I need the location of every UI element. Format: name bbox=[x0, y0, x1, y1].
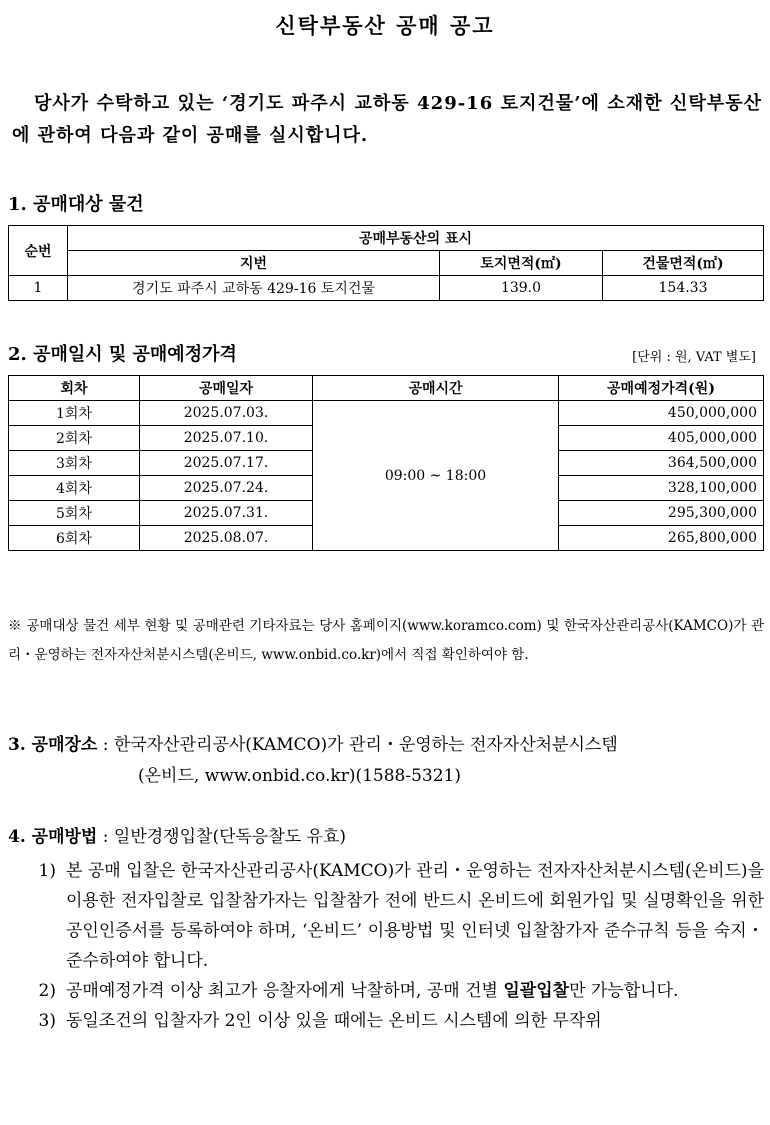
cell-date: 2025.08.07. bbox=[140, 526, 313, 551]
cell-round: 6회차 bbox=[9, 526, 140, 551]
cell-time: 09:00 ~ 18:00 bbox=[313, 401, 559, 551]
item-text: 본 공매 입찰은 한국자산관리공사(KAMCO)가 관리・운영하는 전자자산처분시스템(온비드)을 이용한 전자입찰로 입찰참가자는 입찰참가 전에 반드시 온비드에 회원가입 및 실명확인을 위한 공인인증서를 등록하여야 하며, ‘온비드’ 이용방법 및 인터넷 입찰참가자 준수규칙 등을 숙지・준수하여야 합니다. bbox=[66, 861, 764, 971]
reference-note: ※ 공매대상 물건 세부 현황 및 공매관련 기타자료는 당사 홈페이지(www.koramco.com) 및 한국자산관리공사(KAMCO)가 관리・운영하는 전자자산처분시스템(온비드, www.onbid.co.kr)에서 직접 확인하여야 함. bbox=[8, 618, 764, 663]
cell-price: 450,000,000 bbox=[559, 401, 764, 426]
cell-round: 1회차 bbox=[9, 401, 140, 426]
cell-date: 2025.07.24. bbox=[140, 476, 313, 501]
item-text: 공매예정가격 이상 최고가 응찰자에게 낙찰하며, 공매 건별 일괄입찰만 가능합니다. bbox=[66, 981, 679, 1001]
section1-heading: 1. 공매대상 물건 bbox=[8, 194, 144, 215]
property-table bbox=[8, 225, 764, 301]
list-item bbox=[8, 1006, 764, 1036]
intro-paragraph: 당사가 수탁하고 있는 ‘경기도 파주시 교하동 429-16 토지건물’에 소재한 신탁부동산에 관하여 다음과 같이 공매를 실시합니다. bbox=[12, 93, 762, 146]
header-no: 순번 bbox=[9, 226, 68, 276]
header-building-area: 건물면적(㎡) bbox=[603, 251, 764, 276]
section4-heading: 4. 공매방법 : 일반경쟁입찰(단독응찰도 유효) bbox=[8, 827, 347, 847]
cell-date: 2025.07.17. bbox=[140, 451, 313, 476]
cell-price: 405,000,000 bbox=[559, 426, 764, 451]
cell-date: 2025.07.10. bbox=[140, 426, 313, 451]
page-title: 신탁부동산 공매 공고 bbox=[275, 13, 495, 38]
item-text: 동일조건의 입찰자가 2인 이상 있을 때에는 온비드 시스템에 의한 무작위 bbox=[66, 1011, 602, 1031]
schedule-table bbox=[8, 375, 764, 551]
cell-round: 2회차 bbox=[9, 426, 140, 451]
header-time: 공매시간 bbox=[313, 376, 559, 401]
section3: 3. 공매장소 : 한국자산관리공사(KAMCO)가 관리・운영하는 전자자산처분시스템 (온비드, www.onbid.co.kr)(1588-5321) bbox=[8, 730, 764, 792]
method-list bbox=[8, 856, 764, 1036]
cell-date: 2025.07.31. bbox=[140, 501, 313, 526]
item-number: 3) bbox=[38, 1011, 56, 1031]
header-land-area: 토지면적(㎡) bbox=[440, 251, 603, 276]
cell-round: 5회차 bbox=[9, 501, 140, 526]
header-round: 회차 bbox=[9, 376, 140, 401]
section4-label: 4. 공매방법 bbox=[8, 827, 98, 847]
cell-price: 265,800,000 bbox=[559, 526, 764, 551]
table-row bbox=[9, 276, 764, 301]
cell-lot: 경기도 파주시 교하동 429-16 토지건물 bbox=[68, 276, 440, 301]
header-date: 공매일자 bbox=[140, 376, 313, 401]
cell-price: 328,100,000 bbox=[559, 476, 764, 501]
header-lot: 지번 bbox=[68, 251, 440, 276]
cell-round: 4회차 bbox=[9, 476, 140, 501]
item-number: 1) bbox=[38, 861, 56, 881]
unit-note: [단위 : 원, VAT 별도] bbox=[632, 350, 756, 365]
section4-text: 일반경쟁입찰(단독응찰도 유효) bbox=[113, 827, 347, 847]
cell-bldg: 154.33 bbox=[603, 276, 764, 301]
cell-date: 2025.07.03. bbox=[140, 401, 313, 426]
header-group: 공매부동산의 표시 bbox=[68, 226, 764, 251]
table-row bbox=[9, 401, 764, 426]
list-item bbox=[8, 856, 764, 976]
list-item bbox=[8, 976, 764, 1006]
cell-round: 3회차 bbox=[9, 451, 140, 476]
section3-text2: (온비드, www.onbid.co.kr)(1588-5321) bbox=[138, 766, 461, 786]
cell-no: 1 bbox=[9, 276, 68, 301]
cell-price: 295,300,000 bbox=[559, 501, 764, 526]
section3-text: 한국자산관리공사(KAMCO)가 관리・운영하는 전자자산처분시스템 bbox=[113, 735, 618, 755]
bulk-bid-emphasis: 일괄입찰 bbox=[503, 981, 570, 1001]
item-number: 2) bbox=[38, 981, 56, 1001]
section2-heading: 2. 공매일시 및 공매예정가격 bbox=[8, 344, 237, 365]
cell-land: 139.0 bbox=[440, 276, 603, 301]
section3-label: 3. 공매장소 bbox=[8, 735, 98, 755]
cell-price: 364,500,000 bbox=[559, 451, 764, 476]
header-price: 공매예정가격(원) bbox=[559, 376, 764, 401]
